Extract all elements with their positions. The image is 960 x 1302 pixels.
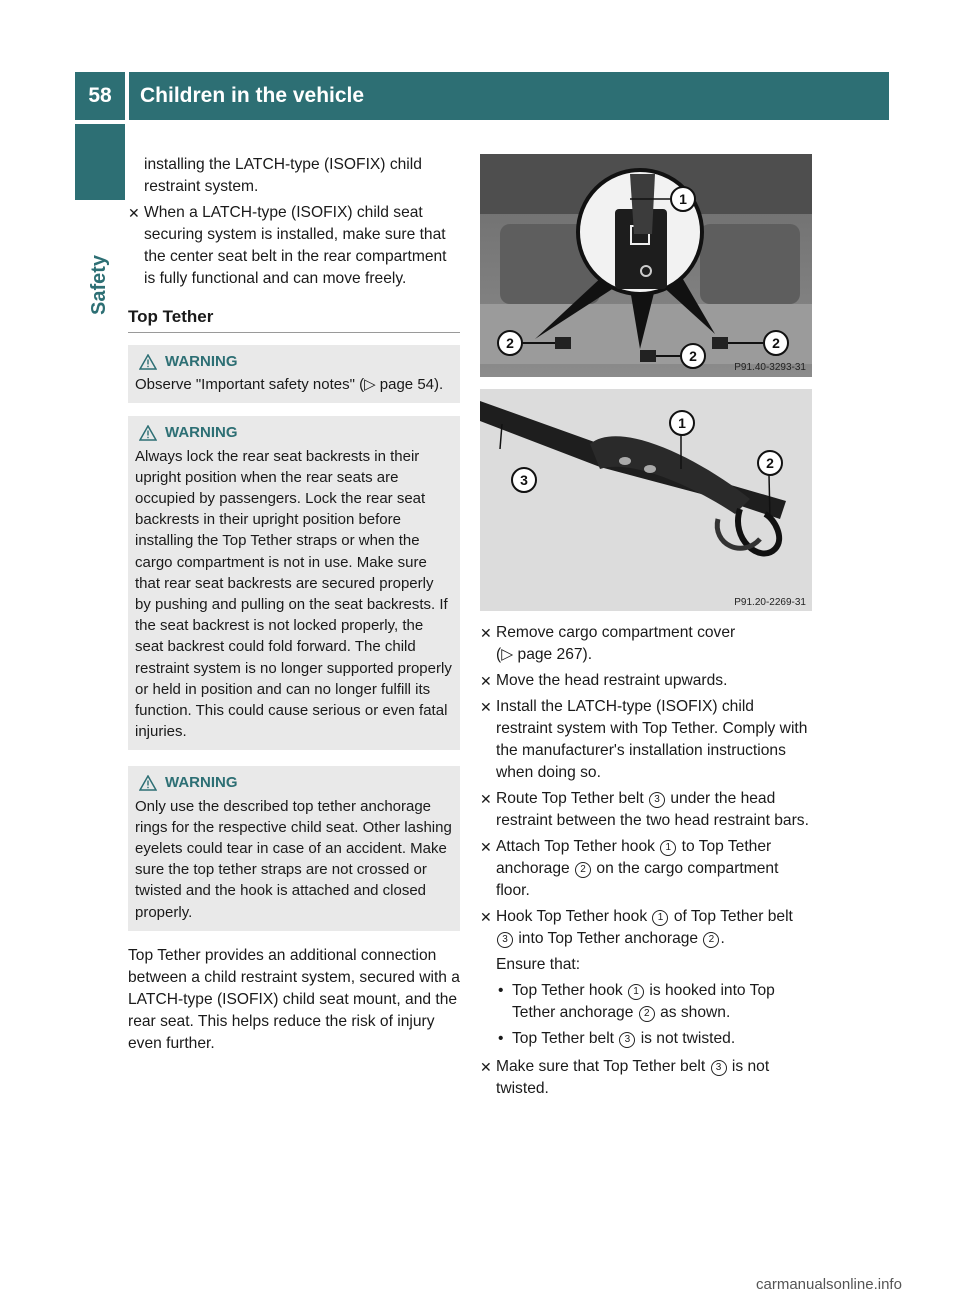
- callout-2: 2: [506, 335, 514, 351]
- warning-title: WARNING: [165, 353, 238, 370]
- callout-3: 3: [520, 472, 528, 488]
- step-marker-icon: ✕: [480, 909, 492, 925]
- right-column: [480, 622, 814, 1104]
- instruction-step: ✕ Remove cargo compartment cover (▷ page 267).: [480, 624, 736, 663]
- watermark: carmanualsonline.info: [756, 1276, 902, 1293]
- instruction-step: ✕ Hook Top Tether hook 1 of Top Tether belt 3 into Top Tether anchorage 2 .: [480, 908, 793, 947]
- intro-continuation: installing the LATCH-type (ISOFIX) child restraint system.: [144, 156, 422, 195]
- warning-title: WARNING: [165, 424, 238, 442]
- step-marker-icon: ✕: [480, 625, 492, 641]
- step-marker-icon: ✕: [480, 699, 492, 715]
- warning-text: Only use the described top tether anchorage rings for the respective child seat. Other lashing eyelets could tear in case of an accident. Make sure the top tether straps are not crossed or twisted and the hook is attached and closed properly.: [135, 797, 452, 921]
- body-paragraph: Top Tether provides an additional connection between a child restraint system, secured with a LATCH-type (ISOFIX) child seat mount, and the rear seat. This helps reduce the risk of injury even further.: [128, 946, 460, 1052]
- warning-box: [128, 345, 460, 403]
- callout-1: 1: [678, 415, 686, 431]
- warning-text: Always lock the rear seat backrests in their upright position when the rear seats are occupied by passengers. Lock the rear seat backrests in their upright position before installing the Top Tether straps or when the cargo compartment is not in use. Make sure that rear seat backrests are secured properly by pushing and pulling on the seat backrests. If the seat backrest is not locked properly, the seat backrest could fold forward. The child restraint system is no longer supported properly or held in position and can no longer fulfill its function. This could cause serious or even fatal injuries.: [135, 447, 452, 741]
- callout-2: 2: [689, 348, 697, 364]
- top-tether-belt-figure: [480, 389, 812, 611]
- warning-title: WARNING: [165, 774, 238, 792]
- instruction-step: ✕ Attach Top Tether hook 1 to Top Tether anchorage 2 on the cargo compartment floor.: [480, 838, 779, 899]
- callout-1: 1: [679, 191, 687, 207]
- figure-code: P91.40-3293-31: [734, 362, 806, 373]
- bullet-icon: •: [498, 1030, 504, 1047]
- section-heading: Top Tether: [128, 306, 460, 333]
- instruction-step: ✕ Move the head restraint upwards.: [480, 670, 814, 692]
- step-marker-icon: ✕: [480, 791, 492, 807]
- page-number: 58: [75, 72, 125, 120]
- instruction-step: ✕ Install the LATCH-type (ISOFIX) child restraint system with Top Tether. Comply with the manufacturer's installation instructions when doing so.: [480, 698, 808, 781]
- instruction-step: ✕ When a LATCH-type (ISOFIX) child seat securing system is installed, make sure that the center seat belt in the rear compartment is fully functional and can move freely.: [128, 204, 447, 287]
- warning-box: [128, 766, 460, 930]
- step-marker-icon: ✕: [480, 839, 492, 855]
- bullet-item: • Top Tether hook 1 is hooked into Top Tether anchorage 2 as shown.: [498, 982, 775, 1021]
- step-marker-icon: ✕: [128, 205, 140, 221]
- warning-triangle-icon: [139, 425, 157, 441]
- warning-box: [128, 416, 460, 750]
- bullet-icon: •: [498, 982, 504, 999]
- figure-code: P91.20-2269-31: [734, 597, 806, 608]
- instruction-step: ✕ Make sure that Top Tether belt 3 is not twisted.: [480, 1058, 770, 1097]
- step-marker-icon: ✕: [480, 673, 492, 689]
- ensure-label: Ensure that:: [496, 956, 581, 973]
- warning-triangle-icon: [139, 775, 157, 791]
- warning-text: Observe "Important safety notes" (▷ page 54).: [135, 376, 444, 394]
- bullet-item: • Top Tether belt 3 is not twisted.: [480, 1028, 814, 1050]
- sidebar-tab-block: [75, 124, 125, 200]
- callout-2: 2: [766, 455, 774, 471]
- callout-2: 2: [772, 335, 780, 351]
- chapter-title: Children in the vehicle: [129, 72, 889, 120]
- step-marker-icon: ✕: [480, 1059, 492, 1075]
- cargo-floor-anchorage-figure: [480, 154, 812, 377]
- left-column: [128, 154, 460, 1070]
- warning-triangle-icon: [139, 354, 157, 370]
- instruction-step: ✕ Route Top Tether belt 3 under the head restraint between the two head restraint bars.: [480, 790, 809, 829]
